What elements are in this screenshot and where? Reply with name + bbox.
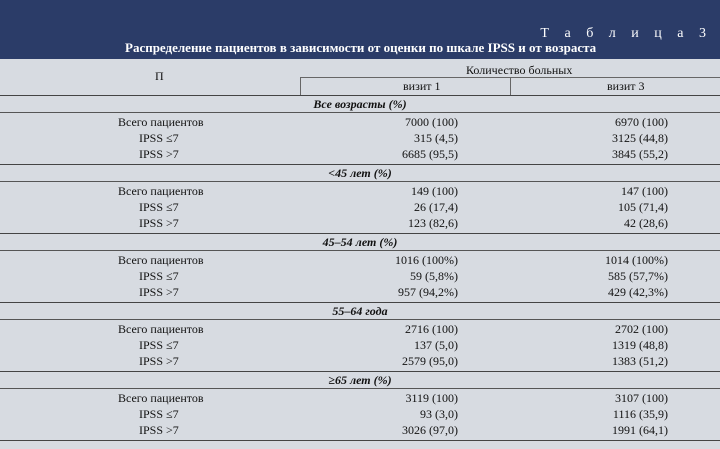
table-row (0, 183, 720, 199)
table-row (0, 422, 720, 438)
row-label: IPSS ≤7 (139, 407, 179, 421)
cell-visit3: 1319 (48,8) (612, 338, 668, 352)
cell-visit3: 6970 (100) (615, 115, 668, 129)
cell-visit1: 2579 (95,0) (402, 354, 458, 368)
cell-visit3: 42 (28,6) (624, 216, 668, 230)
column-header-visit1: визит 1 (403, 79, 441, 93)
table-title: Распределение пациентов в зависимости от оценки по шкале IPSS и от возраста (125, 40, 597, 55)
table-row (0, 321, 720, 337)
column-header-count: Количество больных (466, 63, 573, 77)
header-divider-left (300, 77, 301, 95)
group-title: Все возрасты (%) (0, 96, 720, 113)
age-group (0, 165, 720, 234)
table-row (0, 130, 720, 146)
cell-visit1: 137 (5,0) (414, 338, 458, 352)
row-label: Всего пациентов (118, 391, 204, 405)
table-row (0, 215, 720, 231)
table-row (0, 284, 720, 300)
group-title: ≥65 лет (%) (0, 372, 720, 389)
cell-visit1: 149 (100) (411, 184, 458, 198)
cell-visit1: 93 (3,0) (420, 407, 458, 421)
group-rows (0, 113, 720, 165)
group-rows (0, 182, 720, 234)
cell-visit3: 3125 (44,8) (612, 131, 668, 145)
cell-visit3: 3845 (55,2) (612, 147, 668, 161)
table-body (0, 96, 720, 441)
table-row (0, 114, 720, 130)
table-row (0, 406, 720, 422)
cell-visit1: 315 (4,5) (414, 131, 458, 145)
row-label: IPSS >7 (139, 354, 179, 368)
cell-visit3: 1991 (64,1) (612, 423, 668, 437)
cell-visit1: 3026 (97,0) (402, 423, 458, 437)
cell-visit3: 1383 (51,2) (612, 354, 668, 368)
row-label: Всего пациентов (118, 115, 204, 129)
cell-visit1: 3119 (100) (405, 391, 458, 405)
cell-visit3: 1014 (100%) (605, 253, 668, 267)
cell-visit3: 2702 (100) (615, 322, 668, 336)
row-label: IPSS >7 (139, 423, 179, 437)
cell-visit3: 1116 (35,9) (612, 407, 668, 421)
table-header (0, 0, 720, 59)
age-group (0, 96, 720, 165)
cell-visit1: 1016 (100%) (395, 253, 458, 267)
cell-visit3: 105 (71,4) (618, 200, 668, 214)
row-label: Всего пациентов (118, 184, 204, 198)
age-group (0, 372, 720, 441)
cell-visit3: 147 (100) (621, 184, 668, 198)
header-divider-middle (510, 77, 511, 95)
group-rows (0, 389, 720, 441)
row-label: IPSS >7 (139, 285, 179, 299)
cell-visit3: 585 (57,7%) (608, 269, 668, 283)
group-title: <45 лет (%) (0, 165, 720, 182)
table-number: Т а б л и ц а 3 (540, 26, 712, 41)
cell-visit1: 123 (82,6) (408, 216, 458, 230)
cell-visit1: 957 (94,2%) (398, 285, 458, 299)
cell-visit3: 3107 (100) (615, 391, 668, 405)
cell-visit1: 59 (5,8%) (410, 269, 458, 283)
cell-visit1: 2716 (100) (405, 322, 458, 336)
row-label: IPSS ≤7 (139, 338, 179, 352)
table-row (0, 337, 720, 353)
row-label: Всего пациентов (118, 253, 204, 267)
table-row (0, 353, 720, 369)
table-row (0, 146, 720, 162)
group-title: 55–64 года (0, 303, 720, 320)
table-row (0, 390, 720, 406)
table-row (0, 268, 720, 284)
row-label: Всего пациентов (118, 322, 204, 336)
column-headers (0, 59, 720, 96)
row-label: IPSS ≤7 (139, 131, 179, 145)
age-group (0, 234, 720, 303)
row-label: IPSS ≤7 (139, 269, 179, 283)
cell-visit3: 429 (42,3%) (608, 285, 668, 299)
column-header-visit3: визит 3 (607, 79, 645, 93)
table-row (0, 252, 720, 268)
row-label: IPSS ≤7 (139, 200, 179, 214)
cell-visit1: 7000 (100) (405, 115, 458, 129)
column-header-parameter: П (155, 69, 164, 83)
cell-visit1: 26 (17,4) (414, 200, 458, 214)
group-rows (0, 320, 720, 372)
group-title: 45–54 лет (%) (0, 234, 720, 251)
cell-visit1: 6685 (95,5) (402, 147, 458, 161)
row-label: IPSS >7 (139, 216, 179, 230)
group-rows (0, 251, 720, 303)
row-label: IPSS >7 (139, 147, 179, 161)
table-row (0, 199, 720, 215)
age-group (0, 303, 720, 372)
